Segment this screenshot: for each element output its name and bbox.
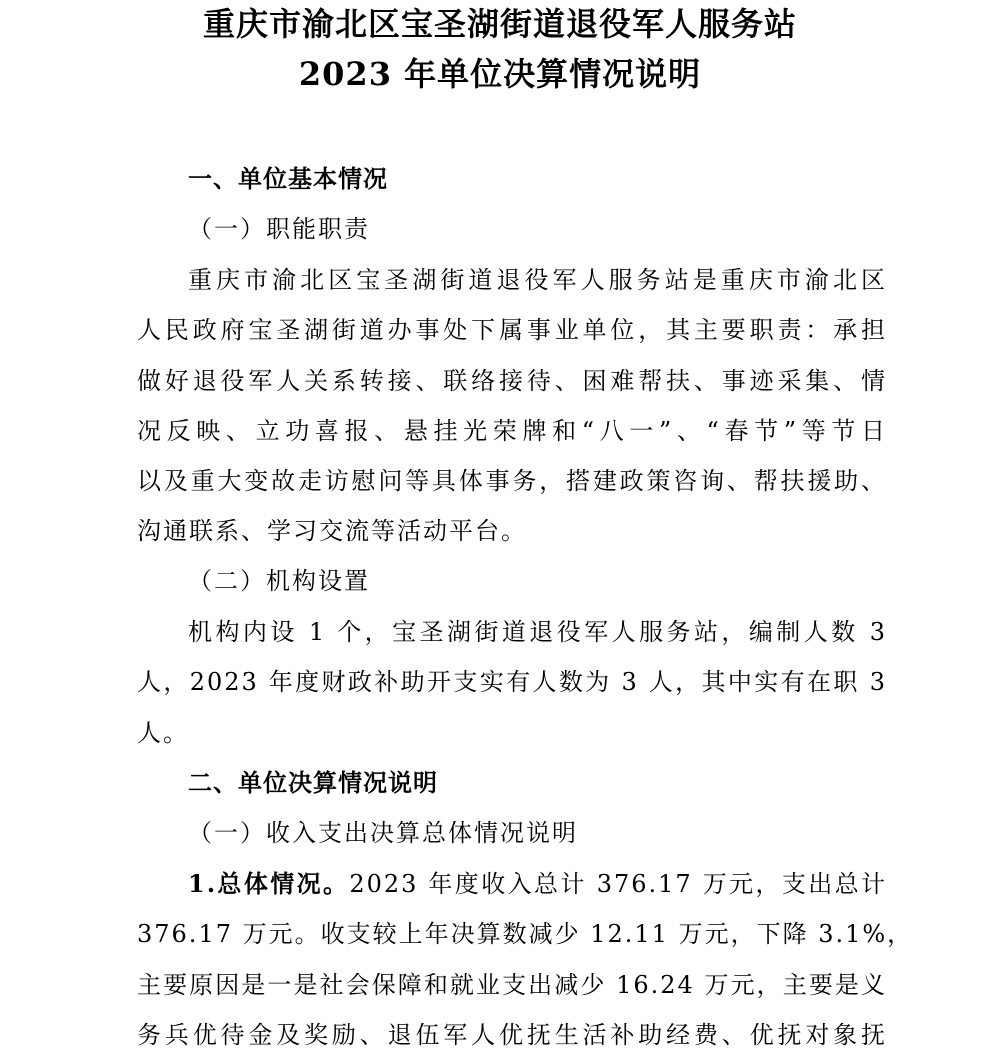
paragraph-line: 重庆市渝北区宝圣湖街道退役军人服务站是重庆市渝北区 xyxy=(188,266,887,294)
section-2-heading: 二、单位决算情况说明 xyxy=(188,769,438,797)
paragraph-line: 况反映、立功喜报、悬挂光荣牌和“八一”、“春节”等节日 xyxy=(137,417,887,445)
lead-rest-text: 2023 年度收入总计 376.17 万元，支出总计 xyxy=(349,870,887,898)
lead-bold-text: 1.总体情况。 xyxy=(188,869,350,898)
paragraph-line: 以及重大变故走访慰问等具体事务，搭建政策咨询、帮扶援助、 xyxy=(137,467,887,495)
section-1-heading: 一、单位基本情况 xyxy=(188,165,388,193)
paragraph-line: 主要原因是一是社会保障和就业支出减少 16.24 万元，主要是义 xyxy=(137,971,887,999)
document-title-line-1: 重庆市渝北区宝圣湖街道退役军人服务站 xyxy=(202,5,797,43)
paragraph-line: 做好退役军人关系转接、联络接待、困难帮扶、事迹采集、情 xyxy=(137,367,887,395)
section-2-sub-1-heading: （一）收入支出决算总体情况说明 xyxy=(188,819,578,847)
section-1-sub-1-heading: （一）职能职责 xyxy=(188,215,370,243)
paragraph-line: 人。 xyxy=(137,719,189,747)
paragraph-line: 人民政府宝圣湖街道办事处下属事业单位，其主要职责：承担 xyxy=(137,316,887,344)
paragraph-line xyxy=(188,867,887,901)
paragraph-line: 人，2023 年度财政补助开支实有人数为 3 人，其中实有在职 3 xyxy=(137,668,887,696)
paragraph-line: 沟通联系、学习交流等活动平台。 xyxy=(137,517,527,545)
section-1-sub-2-heading: （二）机构设置 xyxy=(188,567,370,595)
paragraph-line: 376.17 万元。收支较上年决算数减少 12.11 万元，下降 3.1%， xyxy=(137,920,914,948)
paragraph-line: 机构内设 1 个，宝圣湖街道退役军人服务站，编制人数 3 xyxy=(188,618,887,646)
document-title-line-2: 2023 年单位决算情况说明 xyxy=(298,55,702,93)
paragraph-line: 务兵优待金及奖励、退伍军人优抚生活补助经费、优抚对象抚 xyxy=(137,1021,887,1049)
